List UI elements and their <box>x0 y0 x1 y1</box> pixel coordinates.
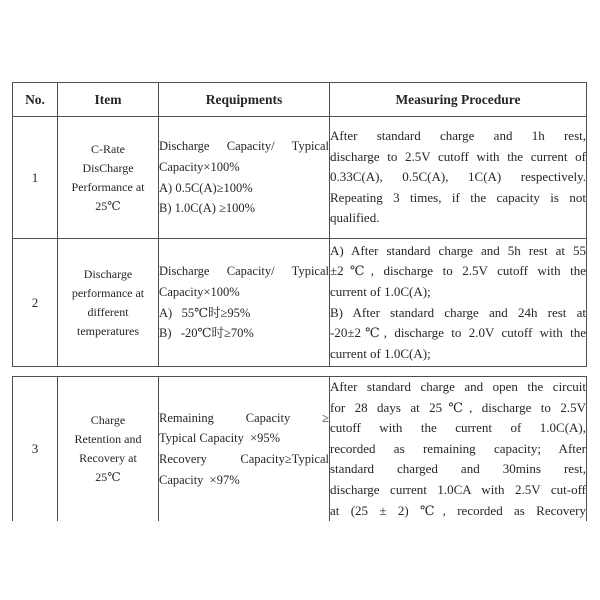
text-line: cutoff with the current of 1.0C(A), <box>330 420 586 436</box>
text-line: discharge current 1.0CA with 2.5V cut-off <box>330 481 586 497</box>
text-line: Capacity ×97% <box>159 472 240 487</box>
spec-table-segment-2 <box>12 376 587 521</box>
text-line: Discharge Capacity/ Typical <box>159 139 329 154</box>
text-line: Recovery Capacity≥Typical <box>159 452 329 467</box>
text-line: Discharge Capacity/ Typical <box>159 264 329 279</box>
table-row-2 <box>13 239 587 367</box>
text-line: A) 55℃时≥95% <box>159 305 251 320</box>
text-line: ±2℃, discharge to 2.5V cutoff with the <box>330 263 586 279</box>
text-line: current of 1.0C(A); <box>330 345 431 361</box>
text-line: A) 0.5C(A)≥100% <box>159 180 253 195</box>
row1-measuring-procedure-cell <box>330 117 587 239</box>
text-line: different <box>87 304 129 319</box>
spec-table-segment-1 <box>12 82 587 367</box>
text-line: Repeating 3 times, if the capacity is not <box>330 189 586 205</box>
text-line: for 28 days at 25℃, discharge to 2.5V <box>330 399 586 415</box>
text-line: Capacity×100% <box>159 284 240 299</box>
text-line: 25℃ <box>95 470 121 485</box>
text-line: qualified. <box>330 210 380 226</box>
row2-requirements-cell <box>159 239 330 367</box>
text-line: Charge <box>90 413 126 428</box>
text-line: standard charged and 30mins rest, <box>330 461 586 477</box>
row2-measuring-procedure-cell <box>330 239 587 367</box>
text-line: C-Rate <box>91 141 125 156</box>
text-line: Remaining Capacity ≥ <box>159 410 329 425</box>
text-line: discharge to 2.5V cutoff with the current of <box>330 148 586 164</box>
text-line: 25℃ <box>95 198 121 213</box>
header-cell-measuring-procedure: Measuring Procedure <box>330 83 587 117</box>
text-line: After standard charge and open the circuit <box>330 379 586 394</box>
text-line: B) -20℃时≥70% <box>159 326 254 341</box>
table-header-row <box>13 83 587 117</box>
row2-no-cell: 2 <box>13 239 58 367</box>
text-line: Performance at <box>71 179 145 194</box>
text-line: at (25 ± 2) ℃, recorded as Recovery <box>330 502 586 518</box>
header-cell-requipments: Requipments <box>159 83 330 117</box>
row3-item-cell <box>58 377 159 522</box>
text-line: B) 1.0C(A) ≥100% <box>159 201 256 216</box>
header-cell-item: Item <box>58 83 159 117</box>
header-cell-no: No. <box>13 83 58 117</box>
text-line: Typical Capacity ×95% <box>159 431 281 446</box>
text-line: B) After standard charge and 24h rest at <box>330 304 586 320</box>
text-line: After standard charge and 1h rest, <box>330 128 586 144</box>
row3-no-cell: 3 <box>13 377 58 522</box>
text-line: performance at <box>71 285 145 300</box>
text-line: A) After standard charge and 5h rest at 55 <box>330 242 586 258</box>
text-line: -20±2℃, discharge to 2.0V cutoff with the <box>330 325 586 341</box>
row1-item-cell <box>58 117 159 239</box>
text-line: DisCharge <box>82 160 134 175</box>
text-line: Discharge <box>83 266 133 281</box>
text-line: recorded as remaining capacity; After <box>330 440 586 456</box>
text-line: current of 1.0C(A); <box>330 283 431 299</box>
row1-no-cell: 1 <box>13 117 58 239</box>
text-line: Retention and <box>74 432 142 447</box>
row2-item-cell <box>58 239 159 367</box>
row3-requirements-cell <box>159 377 330 522</box>
row1-requirements-cell <box>159 117 330 239</box>
text-line: Recovery at <box>79 451 137 466</box>
row3-measuring-procedure-cell <box>330 377 587 522</box>
text-line: Capacity×100% <box>159 159 240 174</box>
table-row-1 <box>13 117 587 239</box>
table-row-3 <box>13 377 587 522</box>
text-line: 0.33C(A), 0.5C(A), 1C(A) respectively. <box>330 169 586 185</box>
text-line: temperatures <box>77 323 139 338</box>
